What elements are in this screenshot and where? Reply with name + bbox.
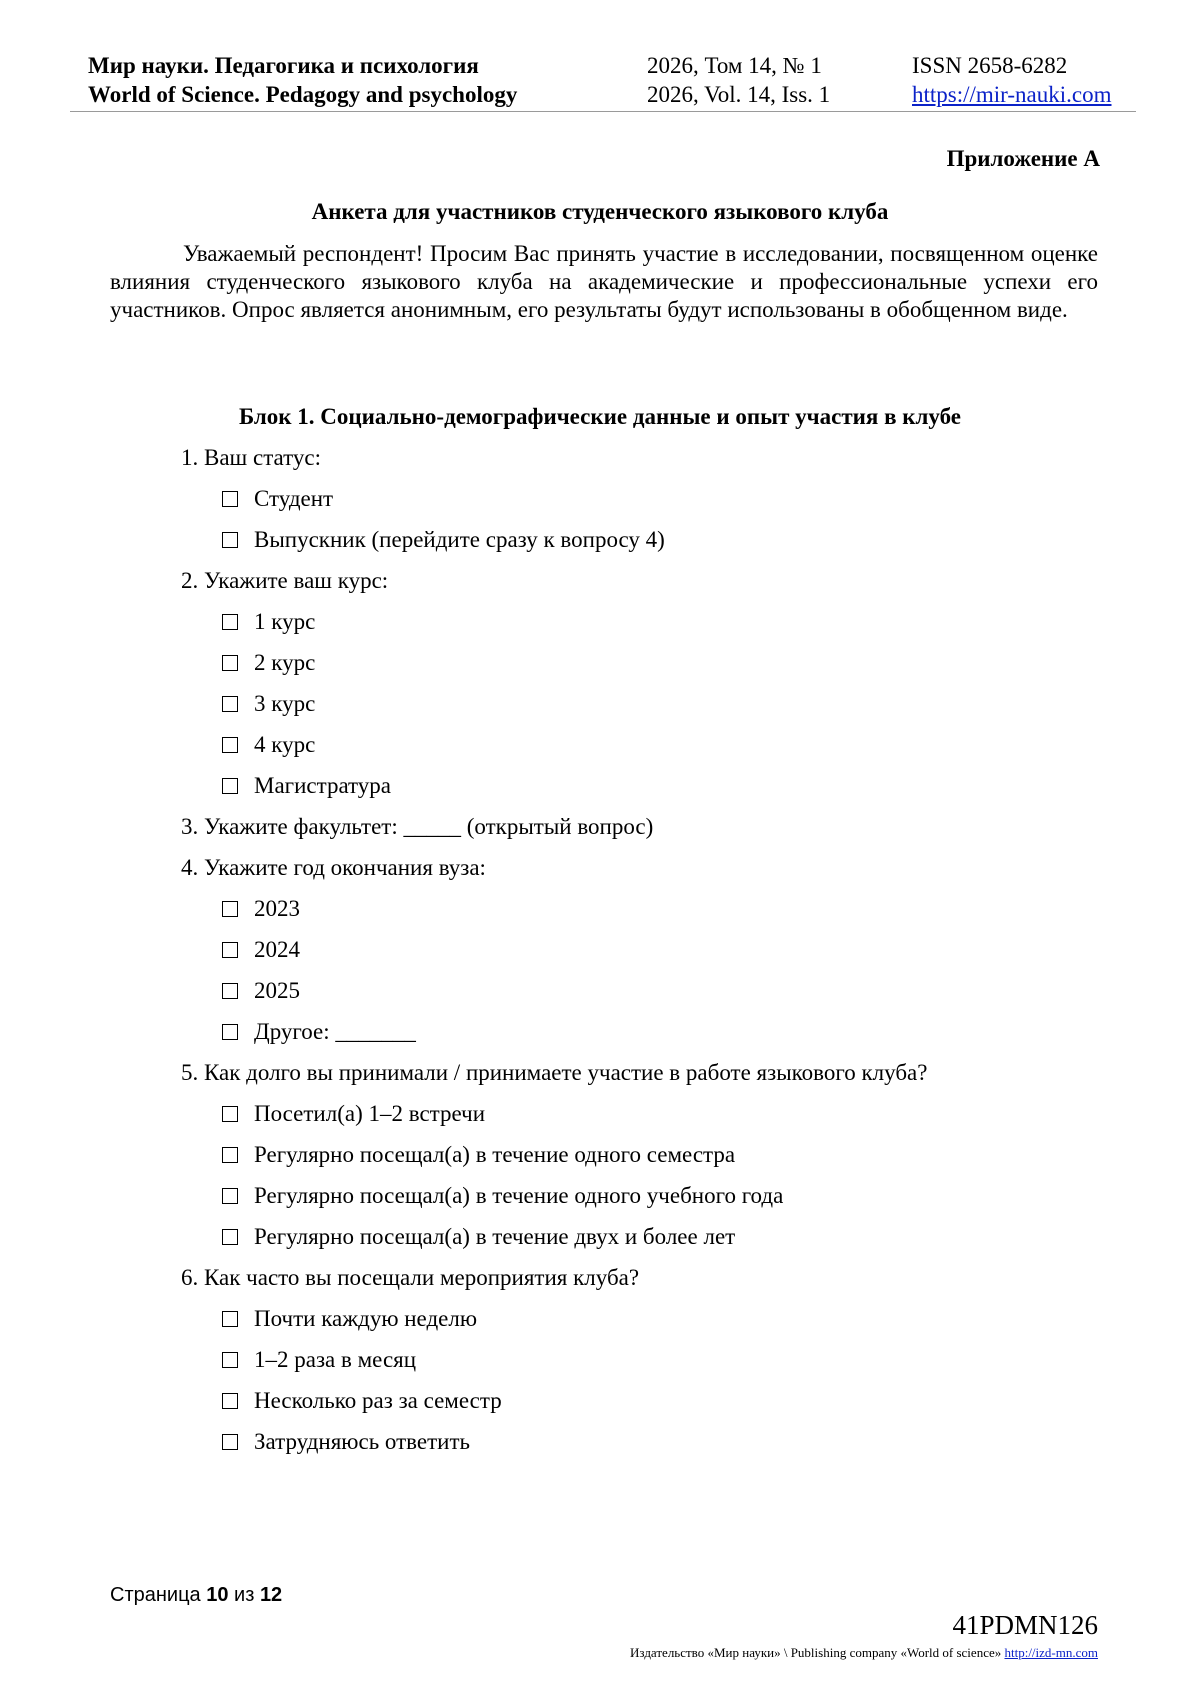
option-checkbox[interactable] bbox=[222, 1305, 477, 1333]
option-checkbox[interactable] bbox=[222, 1387, 502, 1415]
checkbox-icon[interactable] bbox=[222, 1352, 238, 1368]
publisher-url-link[interactable]: http://izd-mn.com bbox=[1004, 1645, 1098, 1660]
option-checkbox[interactable] bbox=[222, 1182, 783, 1210]
publisher-line bbox=[630, 1645, 1098, 1661]
question-3[interactable]: 3. Укажите факультет: _____ (открытый вопрос) bbox=[181, 814, 654, 839]
publisher-name: Издательство «Мир науки» \ Publishing company «World of science» bbox=[630, 1645, 1002, 1660]
checkbox-icon[interactable] bbox=[222, 491, 238, 507]
option-checkbox[interactable] bbox=[222, 1141, 735, 1169]
question-1: 1. Ваш статус: bbox=[181, 445, 322, 470]
checkbox-icon[interactable] bbox=[222, 942, 238, 958]
option-checkbox[interactable] bbox=[222, 977, 300, 1005]
option-label: 4 курс bbox=[254, 732, 316, 757]
option-checkbox[interactable] bbox=[222, 1100, 485, 1128]
checkbox-icon[interactable] bbox=[222, 655, 238, 671]
checkbox-icon[interactable] bbox=[222, 737, 238, 753]
option-checkbox[interactable] bbox=[222, 936, 300, 964]
checkbox-icon[interactable] bbox=[222, 532, 238, 548]
option-label: Магистратура bbox=[254, 773, 392, 798]
option-label: Регулярно посещал(а) в течение одного семестра bbox=[254, 1142, 736, 1167]
checkbox-icon[interactable] bbox=[222, 1393, 238, 1409]
option-label: Другое: _______ bbox=[254, 1019, 416, 1044]
option-label: 2 курс bbox=[254, 650, 316, 675]
page-number bbox=[110, 1584, 282, 1607]
question-2: 2. Укажите ваш курс: bbox=[181, 568, 389, 593]
page-of: из bbox=[234, 1584, 255, 1606]
page-current: 10 bbox=[206, 1584, 229, 1606]
option-checkbox[interactable] bbox=[222, 895, 300, 923]
option-label: Почти каждую неделю bbox=[254, 1306, 478, 1331]
option-checkbox[interactable] bbox=[222, 1018, 416, 1046]
option-label: 3 курс bbox=[254, 691, 316, 716]
checkbox-icon[interactable] bbox=[222, 1434, 238, 1450]
question-5: 5. Как долго вы принимали / принимаете участие в работе языкового клуба? bbox=[181, 1060, 928, 1085]
header-divider bbox=[70, 111, 1136, 112]
issue-ru: 2026, Том 14, № 1 bbox=[647, 53, 822, 78]
checkbox-icon[interactable] bbox=[222, 696, 238, 712]
block-title: Блок 1. Социально-демографические данные и опыт участия в клубе bbox=[238, 404, 961, 429]
option-checkbox[interactable] bbox=[222, 608, 315, 636]
checkbox-icon[interactable] bbox=[222, 1147, 238, 1163]
journal-url-link[interactable]: https://mir-nauki.com bbox=[912, 82, 1112, 107]
option-checkbox[interactable] bbox=[222, 1428, 470, 1456]
checkbox-icon[interactable] bbox=[222, 1188, 238, 1204]
option-checkbox[interactable] bbox=[222, 690, 315, 718]
article-code: 41PDMN126 bbox=[952, 1610, 1098, 1640]
issn: ISSN 2658-6282 bbox=[912, 53, 1068, 78]
checkbox-icon[interactable] bbox=[222, 1229, 238, 1245]
option-label: Выпускник (перейдите сразу к вопросу 4) bbox=[254, 527, 665, 552]
page-total: 12 bbox=[259, 1584, 283, 1606]
option-label: 1 курс bbox=[254, 609, 316, 634]
issue-en: 2026, Vol. 14, Iss. 1 bbox=[647, 82, 831, 107]
option-label: Регулярно посещал(а) в течение одного учебного года bbox=[254, 1183, 784, 1208]
question-4: 4. Укажите год окончания вуза: bbox=[181, 855, 486, 880]
option-checkbox[interactable] bbox=[222, 731, 315, 759]
option-checkbox[interactable] bbox=[222, 649, 315, 677]
option-label: 2024 bbox=[254, 937, 300, 962]
option-label: 1–2 раза в месяц bbox=[254, 1347, 417, 1372]
option-label: Несколько раз за семестр bbox=[254, 1388, 502, 1413]
option-checkbox[interactable] bbox=[222, 772, 391, 800]
checkbox-icon[interactable] bbox=[222, 901, 238, 917]
option-checkbox[interactable] bbox=[222, 1346, 416, 1374]
checkbox-icon[interactable] bbox=[222, 983, 238, 999]
journal-title-ru: Мир науки. Педагогика и психология bbox=[88, 53, 479, 78]
question-6: 6. Как часто вы посещали мероприятия клуба? bbox=[181, 1265, 640, 1290]
checkbox-icon[interactable] bbox=[222, 614, 238, 630]
option-label: 2025 bbox=[254, 978, 300, 1003]
option-checkbox[interactable] bbox=[222, 526, 665, 554]
questionnaire-title: Анкета для участников студенческого языкового клуба bbox=[311, 199, 889, 224]
option-checkbox[interactable] bbox=[222, 1223, 735, 1251]
option-label: 2023 bbox=[254, 896, 300, 921]
option-label: Студент bbox=[254, 486, 334, 511]
checkbox-icon[interactable] bbox=[222, 1311, 238, 1327]
option-checkbox[interactable] bbox=[222, 485, 333, 513]
checkbox-icon[interactable] bbox=[222, 1106, 238, 1122]
appendix-label: Приложение А bbox=[946, 146, 1100, 171]
intro-paragraph: Уважаемый респондент! Просим Вас принять участие в исследовании, посвященном оценке влияния студенческого языкового клуба на академические и профессиональные успехи его участников. Опрос является анонимным, его результаты будут использованы в обобщенном виде. bbox=[110, 241, 1098, 322]
journal-title-en: World of Science. Pedagogy and psychology bbox=[88, 82, 518, 107]
option-label: Посетил(а) 1–2 встречи bbox=[254, 1101, 486, 1126]
page-word: Страница bbox=[110, 1584, 201, 1606]
option-label: Затрудняюсь ответить bbox=[254, 1429, 471, 1454]
checkbox-icon[interactable] bbox=[222, 778, 238, 794]
option-label: Регулярно посещал(а) в течение двух и более лет bbox=[254, 1224, 736, 1249]
checkbox-icon[interactable] bbox=[222, 1024, 238, 1040]
